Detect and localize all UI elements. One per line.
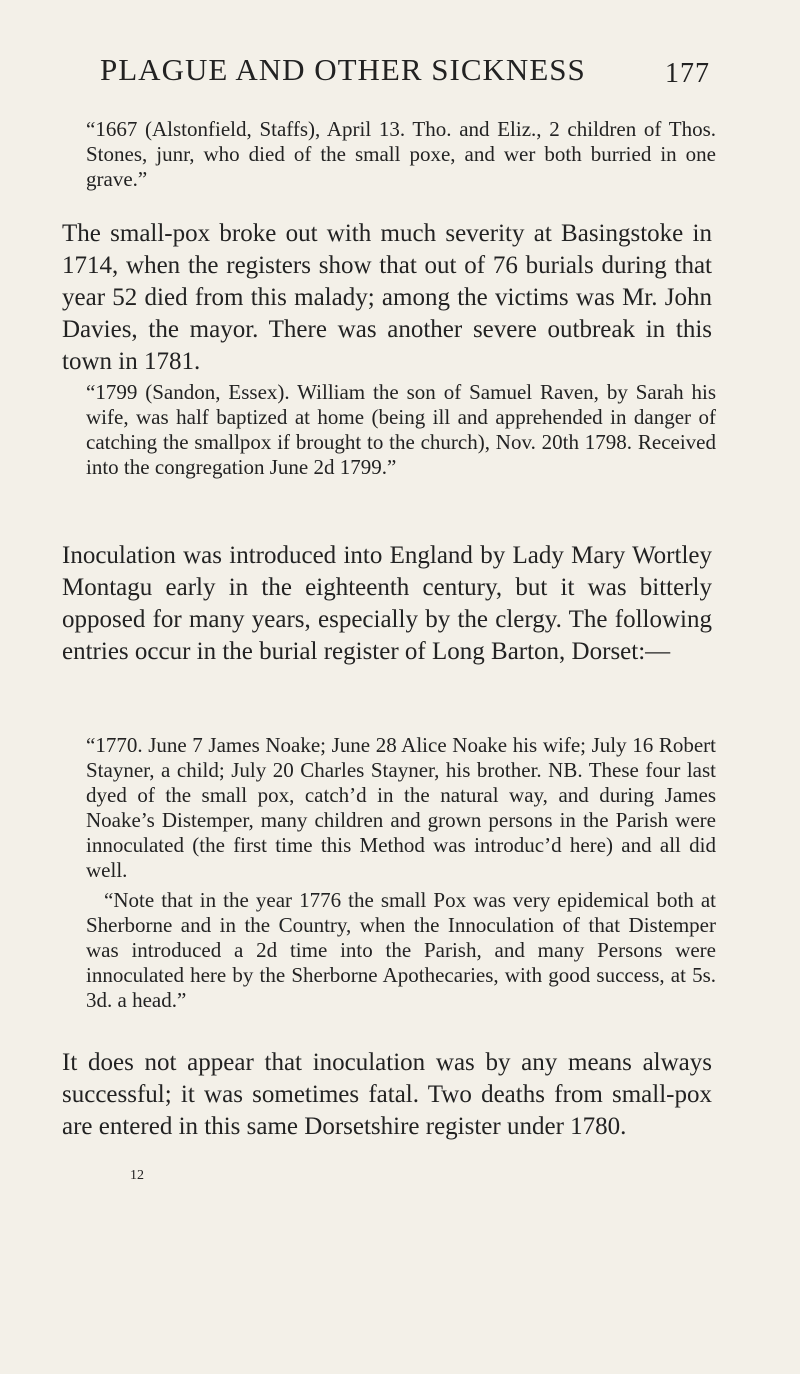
running-title: PLAGUE AND OTHER SICKNESS bbox=[100, 52, 586, 87]
quote-sherborne: “Note that in the year 1776 the small Pox was very epidemical both at Sherborne and in the Country, when the Innoculation of that Distemper was introduced a 2d time into the Parish, and many Persons were innoculated here by the Sherborne Apothecaries, with good success, at 5s. 3d. a head.” bbox=[86, 888, 716, 1012]
paragraph-conclusion: It does not appear that inoculation was by any means always successful; it was sometimes fatal. Two deaths from small-pox are entered in this same Dorsetshire register under 1780. bbox=[62, 1049, 712, 1140]
signature-mark: 12 bbox=[130, 1168, 144, 1183]
running-header bbox=[100, 50, 710, 90]
paragraph-basingstoke: The small-pox broke out with much severity at Basingstoke in 1714, when the registers show that out of 76 burials during that year 52 died from this malady; among the victims was Mr. John Davies, the mayor. There was another severe outbreak in this town in 1781. bbox=[62, 220, 712, 375]
paragraph-inoculation: Inoculation was introduced into England by Lady Mary Wortley Montagu early in the eighteenth century, but it was bitterly opposed for many years, especially by the clergy. The following entries occur in the burial register of Long Barton, Dorset:— bbox=[62, 542, 712, 665]
quote-alstonfield: “1667 (Alstonfield, Staffs), April 13. Tho. and Eliz., 2 children of Thos. Stones, junr, who died of the small poxe, and wer both burried in one grave.” bbox=[86, 117, 716, 191]
quote-long-barton: “1770. June 7 James Noake; June 28 Alice Noake his wife; July 16 Robert Stayner, a child; July 20 Charles Stayner, his brother. NB. These four last dyed of the small pox, catch’d in the natural way, and during James Noake’s Distemper, many children and grown persons in the Parish were innoculated (the first time this Method was introduc’d here) and all did well. bbox=[86, 733, 716, 882]
quote-sandon: “1799 (Sandon, Essex). William the son of Samuel Raven, by Sarah his wife, was half baptized at home (being ill and apprehended in danger of catching the smallpox if brought to the church), Nov. 20th 1798. Received into the congregation June 2d 1799.” bbox=[86, 380, 716, 479]
page-number: 177 bbox=[665, 58, 710, 89]
